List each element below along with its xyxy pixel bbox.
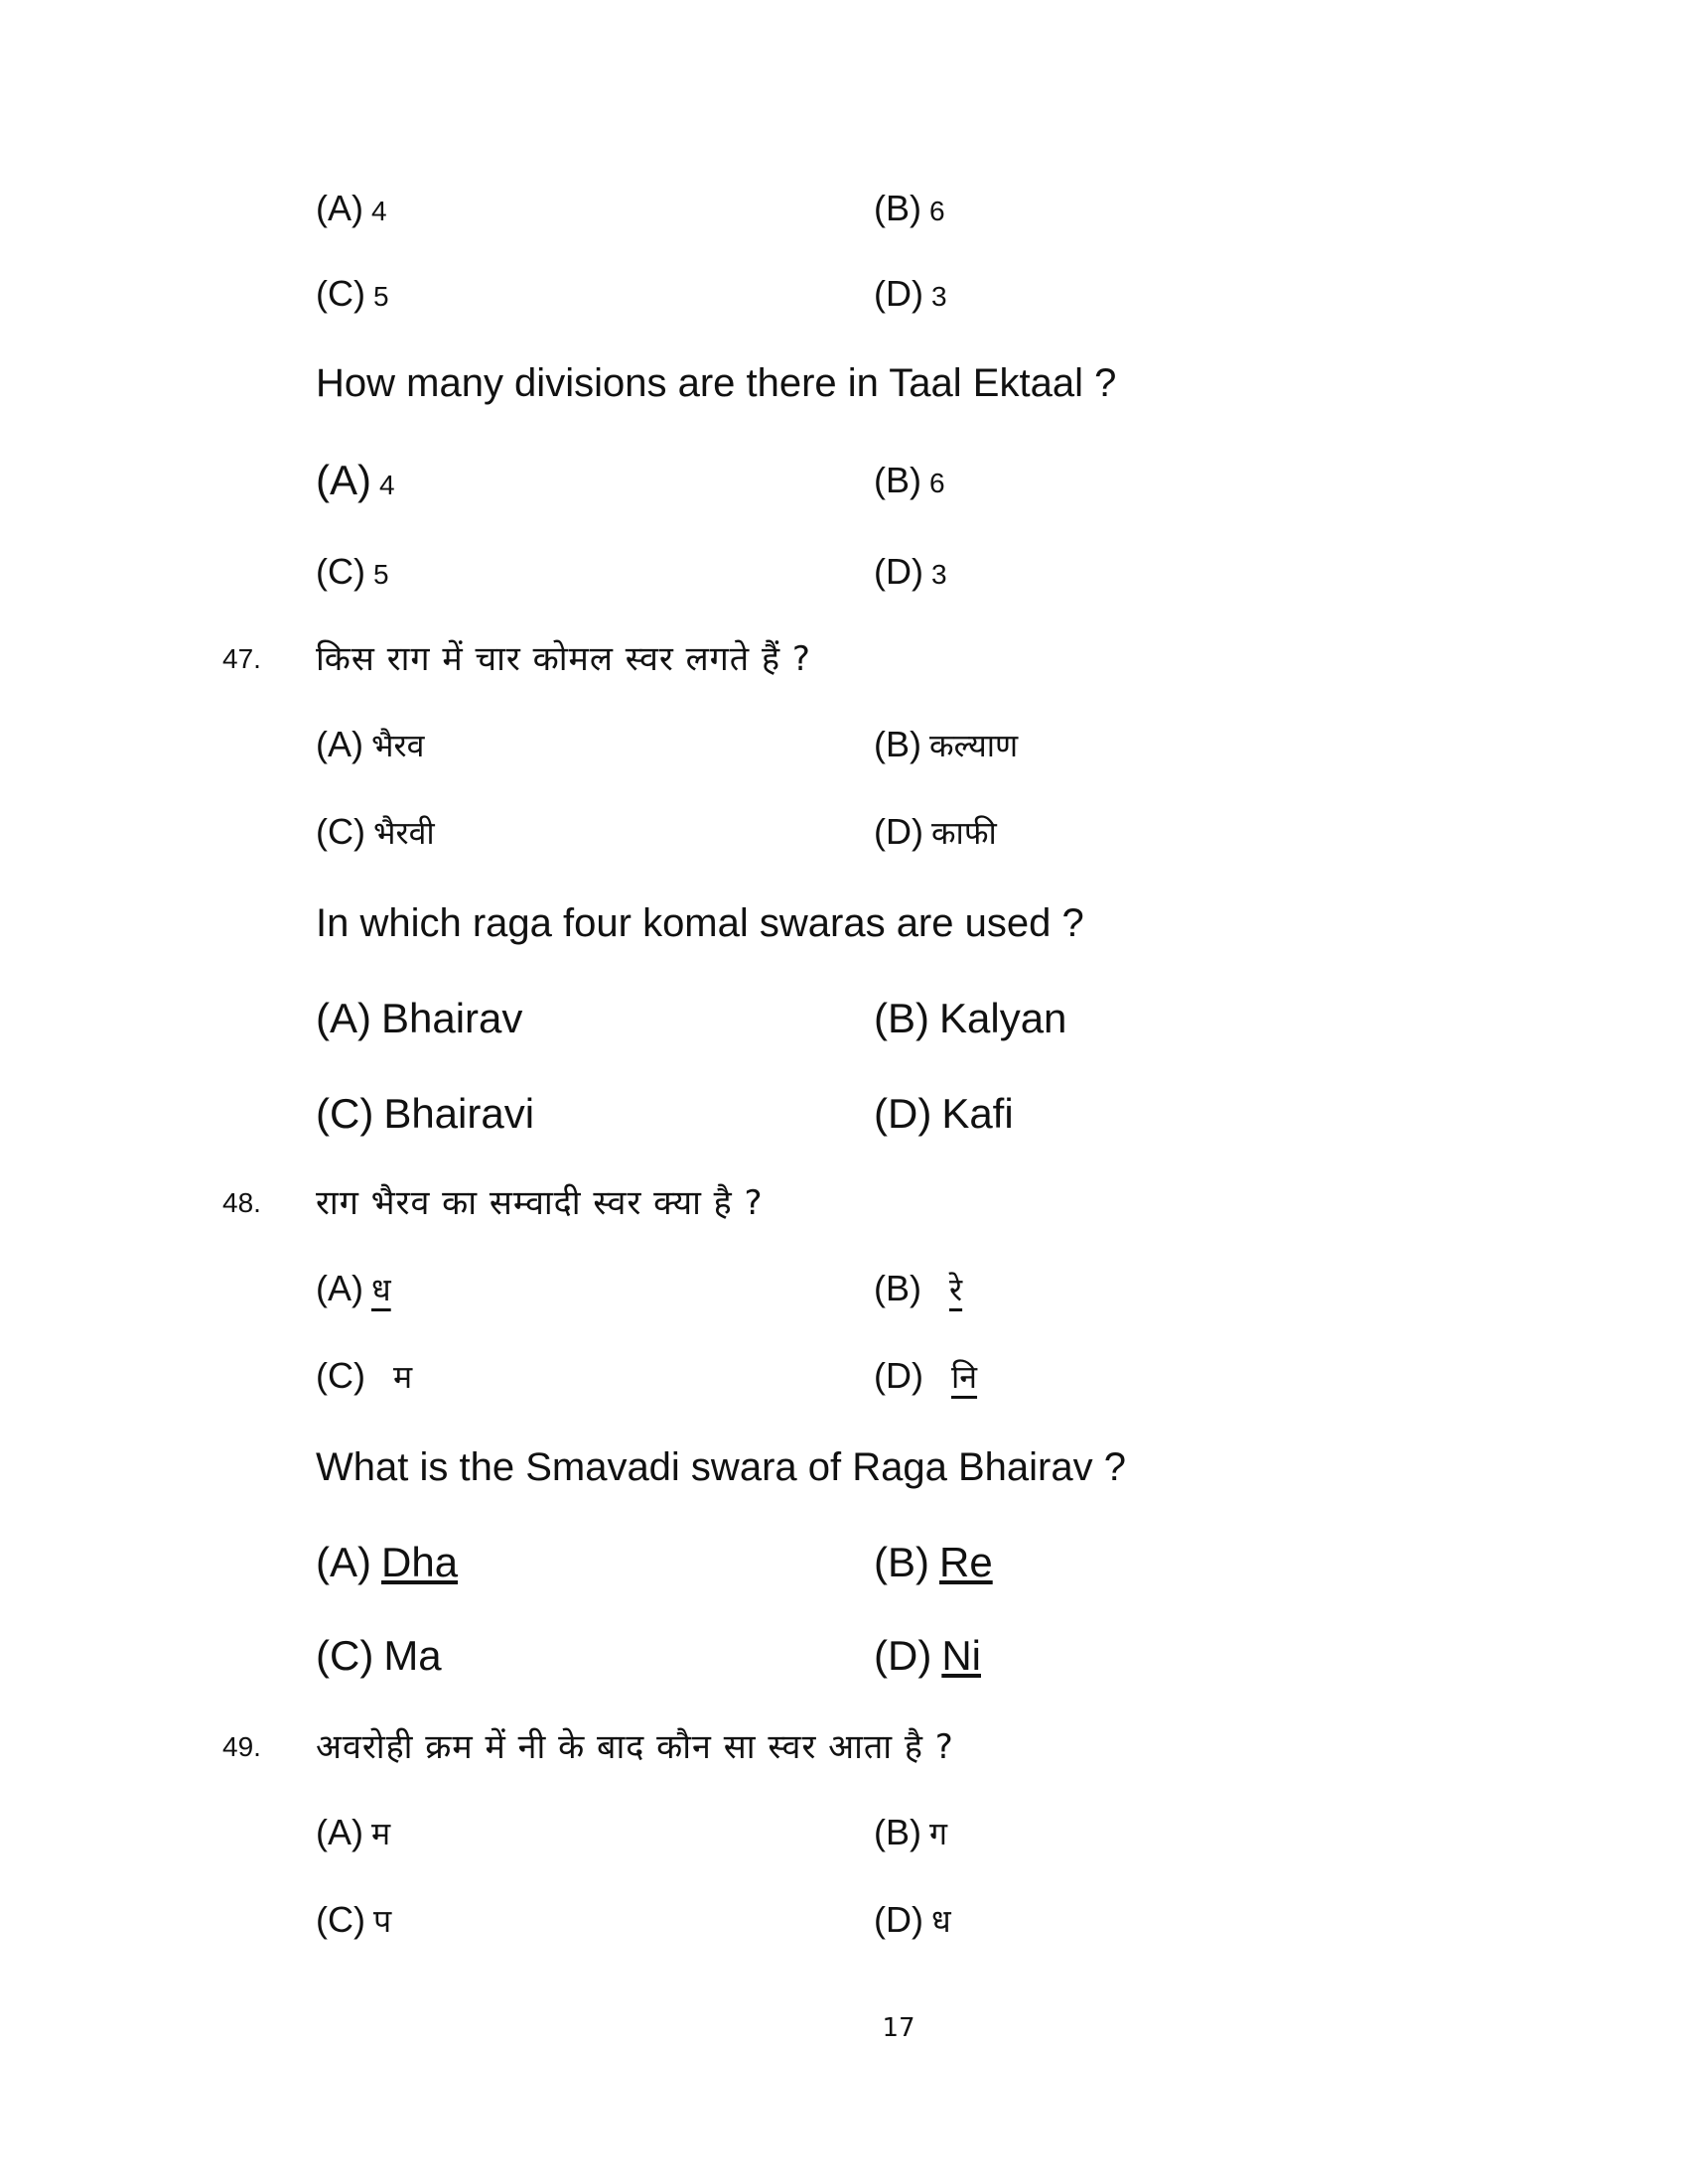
option-value: Ma [383,1632,442,1679]
question-row [0,629,1688,689]
option-d [874,264,947,327]
option-d [874,1626,981,1688]
question-text-hindi: किस राग में चार कोमल स्वर लगते हैं ? [316,639,811,679]
option-label: (A) [316,1812,363,1852]
options-row [0,802,1688,862]
option-value: 6 [929,196,945,226]
option-a [316,1803,390,1863]
question-row [0,1717,1688,1777]
option-label: (A) [316,1268,363,1308]
option-value: कल्याण [929,727,1019,764]
option-label: (B) [874,1539,929,1585]
option-value: म [371,1815,391,1852]
question-row [0,1437,1688,1497]
option-label: (D) [874,273,923,314]
question-text-english: In which raga four komal swaras are used ? [316,901,1084,945]
page-number: 17 [882,2013,915,2043]
option-a [316,1533,458,1594]
option-a [316,1259,391,1319]
option-label: (D) [874,551,923,592]
option-label: (C) [316,273,365,314]
option-value: Kafi [941,1090,1014,1137]
option-value: 5 [372,559,389,590]
option-label: (C) [316,811,365,852]
option-value: ध [371,1271,391,1308]
options-row [0,451,1688,510]
option-value: प [372,1902,392,1940]
options-row [0,1346,1688,1406]
options-row [0,179,1688,238]
option-value: ध [930,1902,951,1940]
option-value: 4 [371,196,387,226]
option-a [316,179,387,241]
options-row [0,264,1688,324]
options-row [0,542,1688,602]
options-row [0,715,1688,774]
option-value: काफी [930,814,997,852]
option-c [316,542,389,605]
option-label: (C) [316,1632,374,1679]
option-label: (A) [316,188,363,228]
option-label: (C) [316,1899,365,1940]
option-label: (A) [316,995,371,1041]
question-text-hindi: राग भैरव का सम्वादी स्वर क्या है ? [316,1183,764,1223]
option-value: Bhairavi [383,1090,535,1137]
option-b [874,1533,993,1594]
option-d [874,1890,951,1951]
option-b [874,179,945,241]
option-d [874,542,947,605]
option-b [874,1259,962,1319]
option-label: (C) [316,551,365,592]
option-value: Re [939,1539,993,1585]
question-text-hindi: अवरोही क्रम में नी के बाद कौन सा स्वर आता है ? [316,1727,954,1767]
option-label: (B) [874,995,929,1041]
option-value: 3 [930,281,947,312]
option-label: (D) [874,1355,923,1396]
option-label: (B) [874,188,921,228]
option-c [316,1346,412,1407]
option-label: (A) [316,1539,371,1585]
option-value: 4 [379,470,395,500]
question-number: 48. [222,1187,261,1218]
option-d [874,1346,977,1407]
option-b [874,715,1018,775]
option-value: Ni [941,1632,981,1679]
question-row [0,1173,1688,1233]
option-c [316,1890,391,1951]
option-label: (D) [874,1090,932,1137]
question-text-english: What is the Smavadi swara of Raga Bhairav ? [316,1445,1126,1489]
option-d [874,1084,1014,1146]
option-label: (B) [874,724,921,764]
question-text-english: How many divisions are there in Taal Ektaal ? [316,361,1117,405]
options-row [0,1803,1688,1862]
option-value: भैरव [371,727,425,764]
option-label: (D) [874,1899,923,1940]
option-label: (D) [874,811,923,852]
question-number: 49. [222,1731,261,1762]
option-value: Kalyan [939,995,1067,1041]
option-c [316,264,389,327]
options-row [0,1626,1688,1686]
option-label: (B) [874,460,921,500]
question-number: 47. [222,643,261,674]
option-value: Dha [381,1539,459,1585]
option-value: म [392,1358,413,1396]
option-value: Bhairav [381,995,523,1041]
option-value: 6 [929,468,945,498]
options-row [0,1259,1688,1318]
option-value: भैरवी [372,814,435,852]
options-row [0,1890,1688,1950]
option-label: (A) [316,457,371,503]
option-b [874,451,945,513]
options-row [0,1084,1688,1144]
option-label: (B) [874,1268,921,1308]
option-value: ग [929,1815,948,1852]
option-b [874,989,1066,1050]
option-value: 3 [930,559,947,590]
option-c [316,1084,534,1146]
option-a [316,989,522,1050]
option-label: (A) [316,724,363,764]
option-label: (B) [874,1812,921,1852]
option-value: नि [950,1358,978,1396]
option-label: (C) [316,1090,374,1137]
option-label: (C) [316,1355,365,1396]
option-d [874,802,997,863]
option-value: रे [949,1271,963,1308]
options-row [0,989,1688,1048]
option-c [316,802,435,863]
option-a [316,715,424,775]
option-label: (D) [874,1632,932,1679]
question-row [0,353,1688,413]
option-a [316,451,395,515]
question-row [0,893,1688,953]
option-c [316,1626,442,1688]
option-value: 5 [372,281,389,312]
option-b [874,1803,947,1863]
options-row [0,1533,1688,1592]
